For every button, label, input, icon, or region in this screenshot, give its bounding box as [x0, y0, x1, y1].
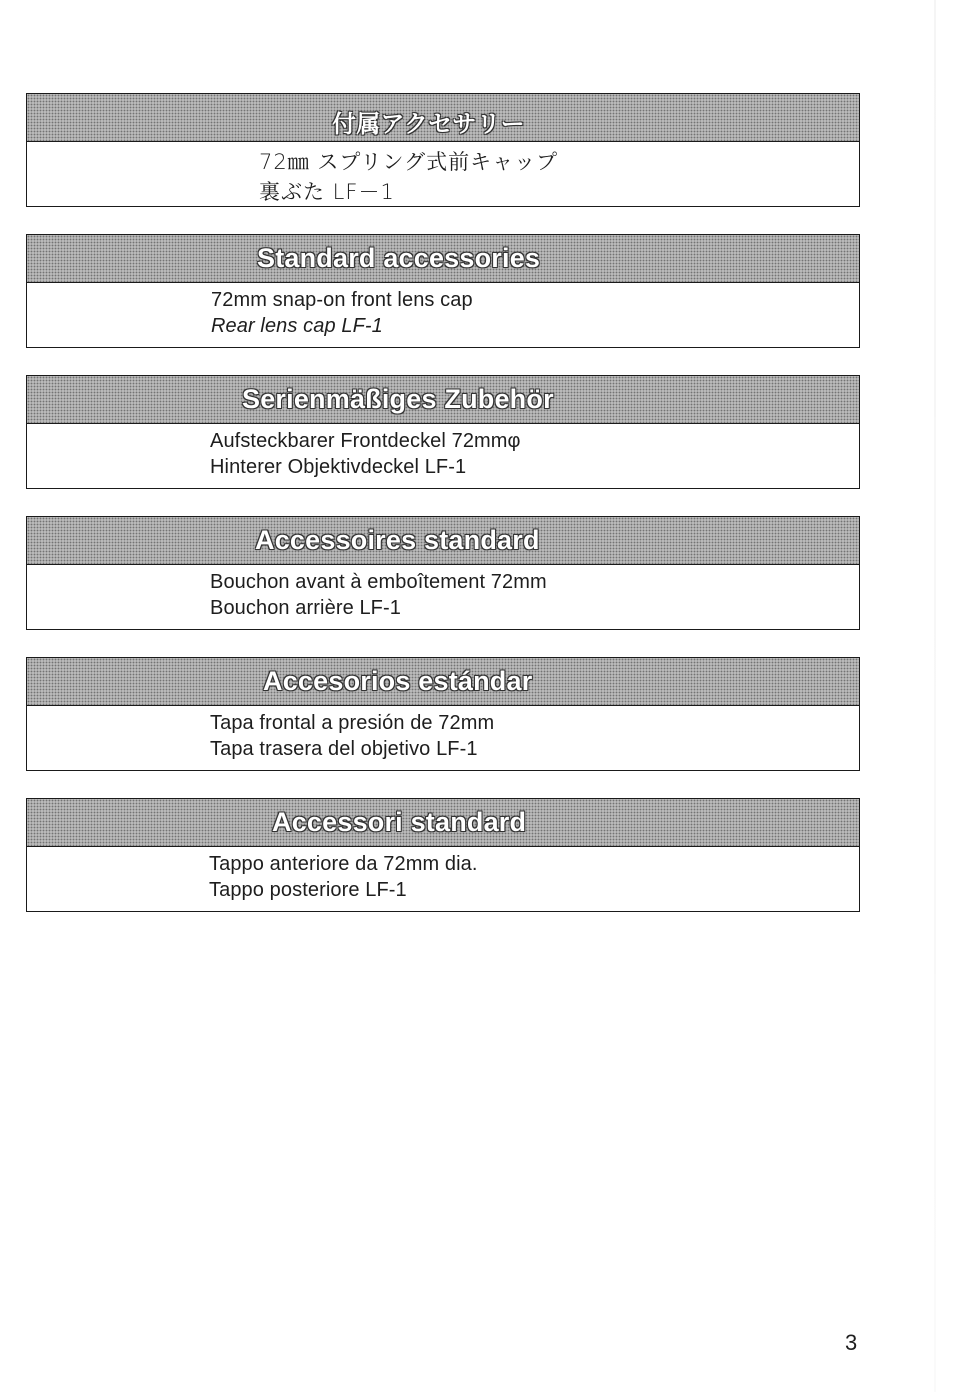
section-italian	[26, 798, 860, 912]
section-header	[27, 517, 859, 565]
section-body	[27, 142, 859, 206]
section-title: Accessori standard	[272, 807, 527, 837]
accessory-front-cap: Tappo anteriore da 72mm dia.	[209, 853, 478, 875]
section-body	[27, 283, 859, 347]
section-title: Accessoires standard	[255, 525, 540, 555]
section-body	[27, 706, 859, 770]
section-spanish	[26, 657, 860, 771]
accessory-rear-cap: 裏ぶた LF－1	[259, 180, 395, 204]
section-header	[27, 376, 859, 424]
accessory-rear-cap: Hinterer Objektivdeckel LF-1	[210, 456, 467, 478]
section-title: Serienmäßiges Zubehör	[242, 384, 554, 414]
section-english	[26, 234, 860, 348]
section-title: 付属アクセサリー	[332, 110, 525, 138]
section-german	[26, 375, 860, 489]
accessory-front-cap: Tapa frontal a presión de 72mm	[210, 712, 495, 734]
accessory-front-cap: 72㎜ スプリング式前キャップ	[259, 150, 559, 174]
accessory-rear-cap: Bouchon arrière LF-1	[210, 597, 401, 619]
accessory-front-cap: 72mm snap-on front lens cap	[211, 289, 473, 311]
section-title: Accesorios estándar	[263, 666, 533, 696]
accessory-rear-cap: Tappo posteriore LF-1	[209, 879, 407, 901]
section-body	[27, 424, 859, 488]
section-header	[27, 235, 859, 283]
accessory-rear-cap: Rear lens cap LF-1	[211, 315, 383, 337]
section-japanese	[26, 93, 860, 207]
scan-edge-shadow	[934, 0, 936, 1392]
accessory-front-cap: Aufsteckbarer Frontdeckel 72mmφ	[210, 430, 521, 452]
section-body	[27, 847, 859, 911]
section-body	[27, 565, 859, 629]
section-header	[27, 658, 859, 706]
section-french	[26, 516, 860, 630]
page-number: 3	[845, 1330, 858, 1355]
section-title: Standard accessories	[257, 243, 541, 273]
accessory-rear-cap: Tapa trasera del objetivo LF-1	[210, 738, 478, 760]
section-header	[27, 94, 859, 142]
section-header	[27, 799, 859, 847]
accessory-front-cap: Bouchon avant à emboîtement 72mm	[210, 571, 547, 593]
